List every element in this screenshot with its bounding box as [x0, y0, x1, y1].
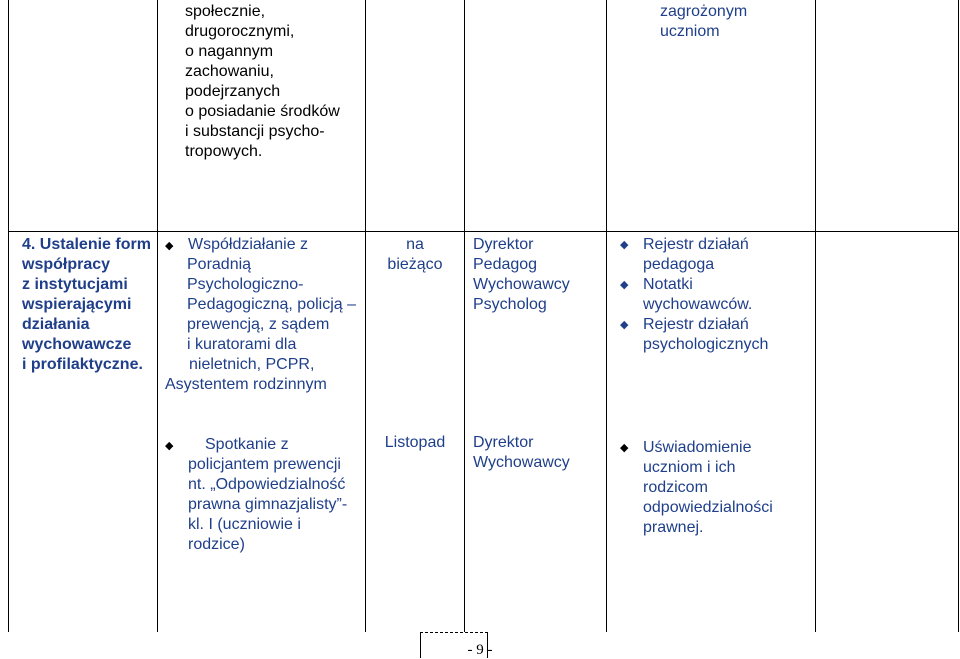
- bullet-icon: ◆: [620, 319, 629, 331]
- task-title-cell: 4. Ustalenie form współpracy z instytucjami wspierającymi działania wychowawcze i profilaktyczne.: [22, 236, 151, 373]
- continued-extra-cell: zagrożonym uczniom: [660, 3, 748, 40]
- outcome-cell: Uświadomienie uczniom i ich rodzicom odpowiedzialności prawnej.: [643, 439, 773, 536]
- table-border-col1: [157, 0, 158, 632]
- table-row-divider: [8, 231, 959, 232]
- date-cell: Listopad: [384, 434, 446, 451]
- cooperation-description-cell: Współdziałanie z Poradnią Psychologiczno- Pedagogiczną, policją – prewencją, z sądem i kuratorami dla nieletnich, PCPR, Asystentem rodzinnym: [165, 236, 357, 393]
- table-border-col4: [606, 0, 607, 632]
- continued-description-cell: społecznie, drugorocznymi, o nagannym zachowaniu, podejrzanych o posiadanie środków i substancji psycho- tropowych.: [185, 3, 340, 160]
- term-cell: na bieżąco: [387, 236, 443, 273]
- table-border-col3: [464, 0, 465, 632]
- bullet-icon: ◆: [620, 279, 629, 291]
- table-border-col5: [815, 0, 816, 632]
- bullet-icon: ◆: [165, 440, 174, 452]
- bullet-icon: ◆: [620, 442, 629, 454]
- page-number: - 9 -: [467, 642, 493, 658]
- responsible-cell: Dyrektor Wychowawcy: [473, 434, 570, 471]
- meeting-description-cell: Spotkanie z policjantem prewencji nt. „Odpowiedzialność prawna gimnazjalisty”- kl. I (uczniowie i rodzice): [188, 436, 348, 553]
- table-border-right: [958, 0, 959, 632]
- responsible-cell: Dyrektor Pedagog Wychowawcy Psycholog: [473, 236, 570, 313]
- table-border-col2: [365, 0, 366, 632]
- bullet-icon: ◆: [165, 240, 174, 252]
- evidence-cell: ◆ Rejestr działań pedagoga ◆ Notatki wychowawców. ◆ Rejestr działań psychologicznych: [620, 236, 769, 353]
- bullet-icon: ◆: [620, 239, 629, 251]
- table-border-left: [8, 0, 9, 632]
